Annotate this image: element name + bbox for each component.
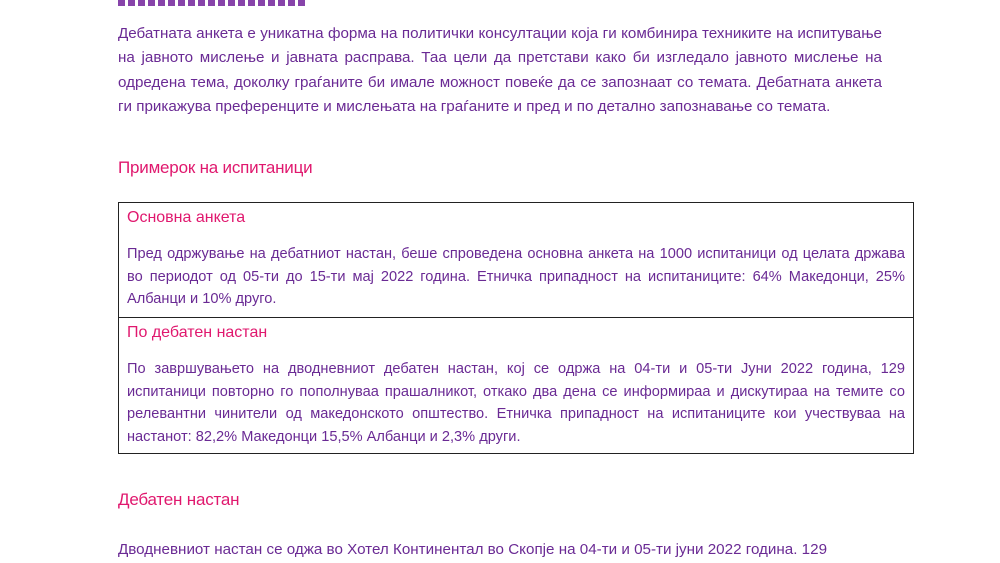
- sample-table: [118, 202, 914, 454]
- post-debate-text: По завршувањето на дводневниот дебатен настан, кој се одржа на 04-ти и 05-ти Јуни 2022 година, 129 испитаници повторно го пополнуваа прашалникот, откако два дена се информираа и дискутираа на темите со релевантни чинители од македонското општество. Етничка припадност на испитаниците кои учествуваа на настанот: 82,2% Македонци 15,5% Албанци и 2,3% други.: [127, 361, 905, 445]
- table-row-post-debate: [119, 317, 913, 453]
- sample-section-heading: Примерок на испитаници: [118, 158, 313, 177]
- table-row-baseline-survey: [119, 203, 913, 317]
- debate-event-paragraph: Дводневниот настан се оджа во Хотел Континентал во Скопје на 04-ти и 05-ти јуни 2022 година. 129: [118, 541, 828, 558]
- baseline-survey-text: Пред одржување на дебатниот настан, беше спроведена основна анкета на 1000 испитаници од целата држава во периодот од 05-ти до 15-ти мај 2022 година. Етничка припадност на испитаниците: 64% Македонци, 25% Албанци и 10% друго.: [127, 246, 905, 308]
- debate-event-heading: Дебатен настан: [118, 490, 240, 509]
- intro-paragraph: Дебатната анкета е уникатна форма на политички консултации која ги комбинира техниките на испитување на јавното мислење и јавната расправа. Таа цели да претстави како би изгледало јавното мислење на одредена тема, доколку граѓаните би имале можност повеќе да се запознаат со темата. Дебатната анкета ги прикажува преференците и мислењата на граѓаните и пред и по детално запознавање со темата.: [118, 25, 882, 115]
- cut-off-heading-line: [118, 0, 308, 6]
- cut-off-heading-fragment: [118, 0, 308, 6]
- baseline-survey-title: Основна анкета: [127, 209, 246, 226]
- post-debate-title: По дебатен настан: [127, 324, 268, 341]
